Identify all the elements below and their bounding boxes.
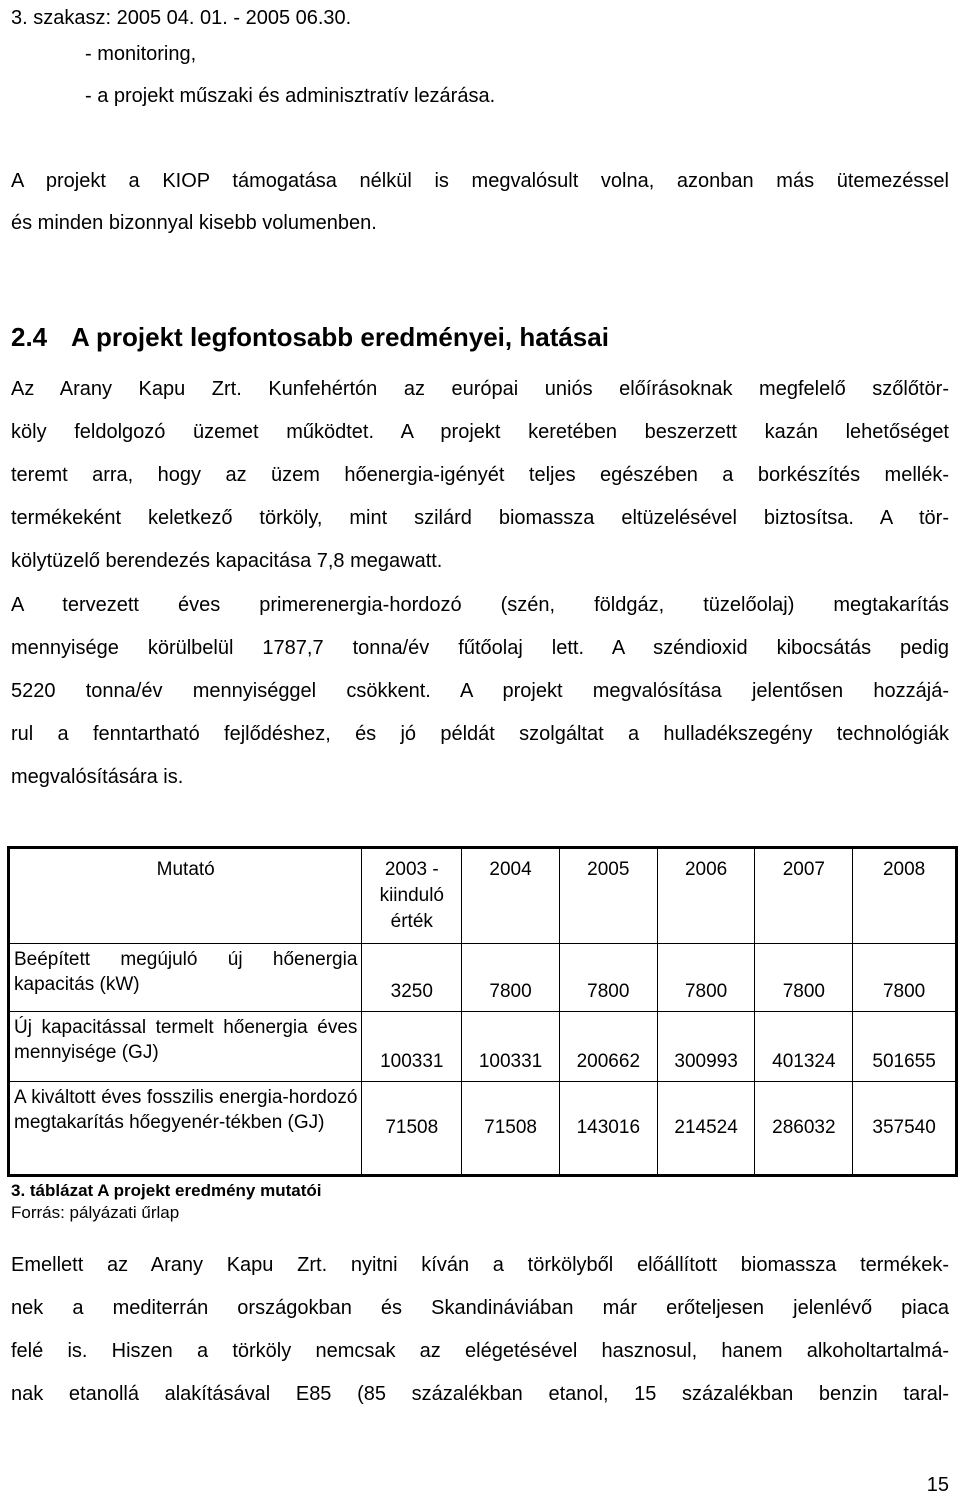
table-cell: 214524 [657, 1082, 755, 1176]
header-cell: Mutató [9, 848, 362, 944]
table-cell: 71508 [462, 1082, 560, 1176]
page-number: 15 [926, 1474, 949, 1496]
table-caption-block [11, 1180, 321, 1224]
body-line: 5220 tonna/év mennyiséggel csökkent. A projekt megvalósítása jelentősen hozzájá- [11, 680, 949, 702]
body-line: Az Arany Kapu Zrt. Kunfehértón az európai uniós előírásoknak megfelelő szőlőtör- [11, 378, 949, 400]
table-row [9, 944, 957, 1012]
table-row [9, 1082, 957, 1176]
table-caption: 3. táblázat A projekt eredmény mutatói [11, 1181, 322, 1200]
bullet-item: - monitoring, [85, 43, 197, 65]
table-cell: 100331 [462, 1012, 560, 1082]
body-line: rul a fenntartható fejlődéshez, és jó példát szolgáltat a hulladékszegény technológiák [11, 723, 949, 745]
table-source: Forrás: pályázati űrlap [11, 1203, 180, 1222]
section-heading [11, 322, 609, 352]
body-line: köly feldolgozó üzemet működtet. A projekt keretében beszerzett kazán lehetőséget [11, 421, 949, 443]
section-number: 2.4 [11, 322, 48, 352]
body-line: megvalósítására is. [11, 766, 184, 788]
closing-line: nek a mediterrán országokban és Skandináviában már erőteljesen jelenlévő piaca [11, 1297, 949, 1319]
phase-line: 3. szakasz: 2005 04. 01. - 2005 06.30. [11, 7, 352, 29]
row-label: Új kapacitással termelt hőenergia éves mennyisége (GJ) [9, 1012, 362, 1082]
paragraph-line: és minden bizonnyal kisebb volumenben. [11, 212, 377, 234]
table-cell: 200662 [559, 1012, 657, 1082]
header-cell: 2008 [853, 848, 957, 944]
closing-line: Emellett az Arany Kapu Zrt. nyitni kíván a törkölyből előállított biomassza termékek- [11, 1254, 949, 1276]
table-cell: 7800 [853, 944, 957, 1012]
table-header-row [9, 848, 957, 944]
table-cell: 300993 [657, 1012, 755, 1082]
body-line: A tervezett éves primerenergia-hordozó (szén, földgáz, tüzelőolaj) megtakarítás [11, 594, 949, 616]
body-line: termékeként keletkező törköly, mint szilárd biomassza eltüzelésével biztosítsa. A tör- [11, 507, 949, 529]
table-cell: 7800 [559, 944, 657, 1012]
table-cell: 3250 [362, 944, 462, 1012]
body-line: kölytüzelő berendezés kapacitása 7,8 megawatt. [11, 550, 443, 572]
table-cell: 7800 [657, 944, 755, 1012]
header-cell: 2006 [657, 848, 755, 944]
body-line: mennyisége körülbelül 1787,7 tonna/év fűtőolaj lett. A széndioxid kibocsátás pedig [11, 637, 949, 659]
header-cell: 2003 - kiinduló érték [362, 848, 462, 944]
table-cell: 401324 [755, 1012, 853, 1082]
header-cell: 2007 [755, 848, 853, 944]
closing-line: felé is. Hiszen a törköly nemcsak az elégetésével hasznosul, hanem alkoholtartalmá- [11, 1340, 949, 1362]
table-cell: 100331 [362, 1012, 462, 1082]
header-cell: 2004 [462, 848, 560, 944]
header-cell: 2005 [559, 848, 657, 944]
table-cell: 7800 [755, 944, 853, 1012]
table-cell: 501655 [853, 1012, 957, 1082]
row-label: A kiváltott éves fosszilis energia-hordozó megtakarítás hőegyenér-tékben (GJ) [9, 1082, 362, 1176]
closing-line: nak etanollá alakításával E85 (85 százalékban etanol, 15 százalékban benzin taral- [11, 1383, 949, 1405]
table-cell: 7800 [462, 944, 560, 1012]
table-cell: 71508 [362, 1082, 462, 1176]
table-row [9, 1012, 957, 1082]
table-cell: 143016 [559, 1082, 657, 1176]
body-line: teremt arra, hogy az üzem hőenergia-igényét teljes egészében a borkészítés mellék- [11, 464, 949, 486]
table-cell: 357540 [853, 1082, 957, 1176]
table-cell: 286032 [755, 1082, 853, 1176]
row-label: Beépített megújuló új hőenergia kapacitás (kW) [9, 944, 362, 1012]
section-title: A projekt legfontosabb eredményei, hatásai [71, 322, 609, 352]
paragraph-line: A projekt a KIOP támogatása nélkül is megvalósult volna, azonban más ütemezéssel [11, 170, 949, 192]
bullet-item: - a projekt műszaki és adminisztratív lezárása. [85, 85, 496, 107]
results-table [7, 846, 958, 1177]
